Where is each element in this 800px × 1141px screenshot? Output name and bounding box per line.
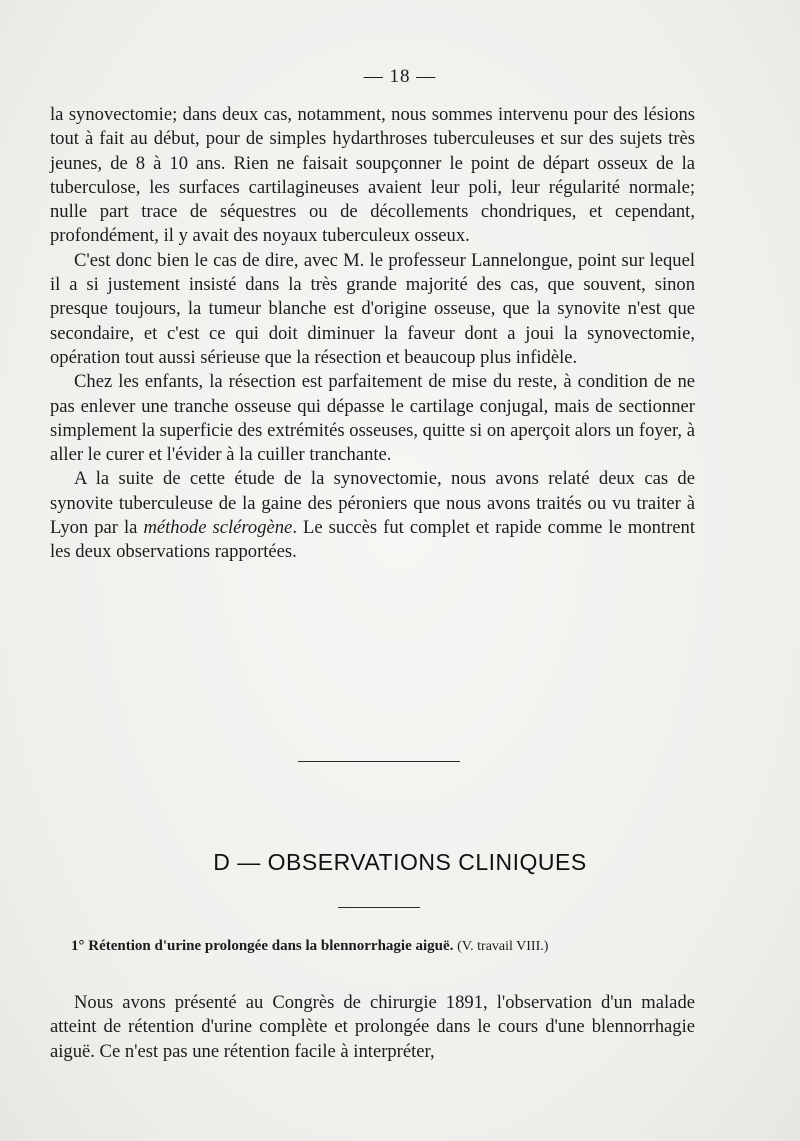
page-number: — 18 — [363,66,437,87]
body-text [50,103,695,565]
paragraph-synovectomie-cases: la synovectomie; dans deux cas, notamment, nous sommes intervenu pour des lésions tout à fait au début, pour de simples hydarthroses tuberculeuses et sur des sujets très jeunes, de 8 à 10 ans. Rien ne faisait soupçonner le point de départ osseux de la tuberculose, les surfaces cartilagineuses avaient leur poli, leur régularité normale; nulle part trace de séquestres ou de décollements chondriques, et cependant, profondément, il y avait des noyaux tuberculeux osseux. [50,104,695,247]
paragraph-lannelongue: C'est donc bien le cas de dire, avec M. le professeur Lannelongue, point sur lequel il a si justement insisté dans la très grande majorité des cas, que souvent, sinon presque toujours, la tumeur blanche est d'origine osseuse, que la synovite n'est que secondaire, et c'est ce qui doit diminuer la faveur dont a joui la synovectomie, opération tout aussi sérieuse que la résection et beaucoup plus infidèle. [50,249,695,368]
methode-sclerogene-emphasis: méthode sclérogène [143,517,293,539]
paragraph-peroniers-start: A la suite de cette étude de la synovectomie, nous avons relaté deux cas de synovite tuberculeuse de la gaine des péroniers que nous avons traités ou vu traiter à Lyon par la [50,468,695,539]
heading-underline-rule [338,907,420,908]
observation-subheading [71,938,711,955]
paragraph-enfants-resection: Chez les enfants, la résection est parfaitement de mise du reste, à condition de ne pas enlever une tranche osseuse qui dépasse le cartilage conjugal, mais de sectionner simplement la superficie des extrémités osseuses, quitte si on aperçoit alors un foyer, à aller le curer et l'évider à la cuiller tranchante. [50,371,695,466]
paragraph-peroniers [50,467,695,564]
paragraph-congres-chirurgie: Nous avons présenté au Congrès de chirurgie 1891, l'observation d'un malade atteint de rétention d'urine complète et prolongée dans le cours d'une blennorrhagie aiguë. Ce n'est pas une rétention facile à interpréter, [50,992,695,1062]
paragraph-peroniers-end: . Le succès fut complet et rapide comme le montrent les deux observations rapportées. [50,517,696,563]
observation-reference: (V. travail VIII.) [457,939,549,954]
observation-title: 1° Rétention d'urine prolongée dans la blennorrhagie aiguë. [71,938,454,954]
section-divider-rule [298,761,460,762]
observation-text [50,991,695,1064]
section-heading: D — OBSERVATIONS CLINIQUES [213,849,587,875]
